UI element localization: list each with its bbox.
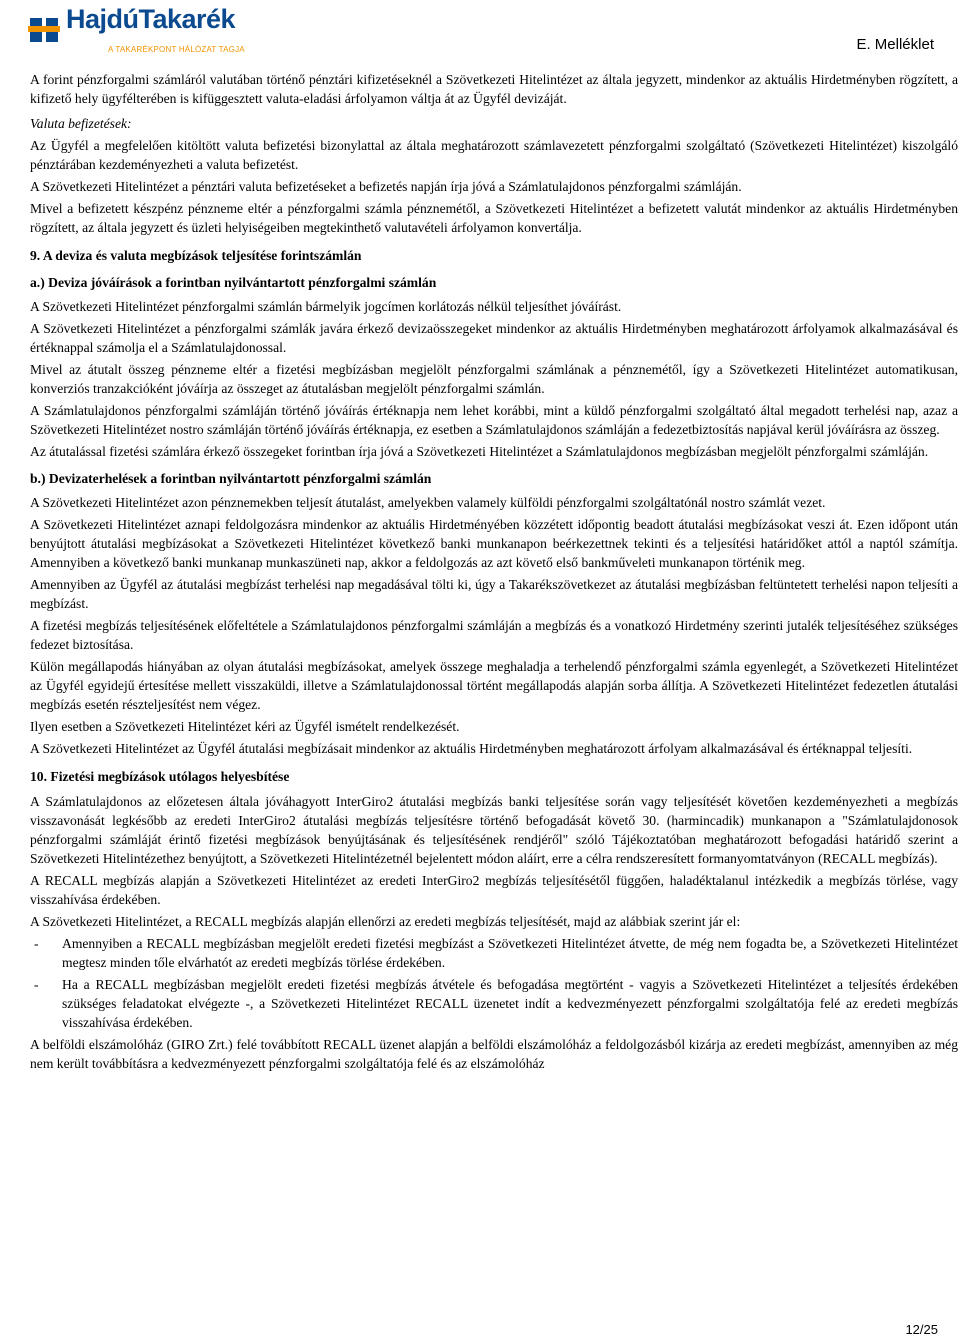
dash-list — [30, 934, 958, 1032]
paragraph: Mivel a befizetett készpénz pénzneme eltér a pénzforgalmi számla pénznemétől, a Szövetkezeti Hitelintézet a befizetett valutát mindenkor az aktuális Hirdetményben rögzített, az általa jegyzett és üzleti helyiségeiben megtekinthető valutavételi árfolyamon konvertálja. — [30, 201, 958, 235]
logo-tagline: A TAKARÉKPONT HÁLÓZAT TAGJA — [108, 45, 245, 54]
list-item: - Ha a RECALL megbízásban megjelölt eredeti fizetési megbízás átvétele és befogadása megtörtént - vagyis a Szövetkezeti Hitelintézet a teljesítés érdekében szükséges feladatokat elvégezte -, a Szövetkezeti Hitelintézet RECALL üzenetet indít a kedvezményezett pénzforgalmi szolgáltatója felé az eredeti megbízás visszahívása érdekében. — [34, 977, 958, 1030]
paragraph: A Szövetkezeti Hitelintézet az Ügyfél átutalási megbízásait mindenkor az aktuális Hirdetményben meghatározott árfolyam alkalmazásával és értéknappal teljesíti. — [30, 741, 913, 756]
paragraph: Ilyen esetben a Szövetkezeti Hitelintézet kéri az Ügyfél ismételt rendelkezését. — [30, 719, 460, 734]
logo-wordmark: HajdúTakarék — [66, 4, 236, 34]
logo-mark-icon — [26, 12, 62, 48]
paragraph: Az átutalással fizetési számlára érkező összegeket forintban írja jóvá a Szövetkezeti Hitelintézet a Számlatulajdonos megbízásban megjelölt pénzforgalmi számláján. — [30, 444, 929, 459]
paragraph: Mivel az átutalt összeg pénzneme eltér a fizetési megbízásban megjelölt pénzforgalmi számlának a pénznemétől, így a Szövetkezeti Hitelintézet automatikusan, konverziós tranzakcióként jóváírja az összeget az átutalásban megjelölt pénzforgalmi számlán. — [30, 362, 958, 396]
paragraph: A Szövetkezeti Hitelintézet pénzforgalmi számlán bármelyik jogcímen korlátozás nélkül teljesíthet jóváírást. — [30, 299, 622, 314]
section-subheading: Valuta befizetések: — [30, 116, 132, 131]
hajdutakarek-logo — [26, 4, 246, 54]
paragraph: A fizetési megbízás teljesítésének előfeltétele a Számlatulajdonos pénzforgalmi számláján a megbízás és a vonatkozó Hirdetmény szerinti jutalék teljesítéséhez szükséges fedezet biztosítása. — [30, 618, 958, 652]
paragraph: A Számlatulajdonos az előzetesen általa jóváhagyott InterGiro2 átutalási megbízás banki teljesítése során vagy teljesítését követően kezdeményezheti a megbízás visszavonását legkésőbb az eredeti InterGiro2 átutalási megbízás teljesítésre történő befogadását követő 30. (harmincadik) munkanapon a "Számlatulajdonosok pénzforgalmi számláját érintő fizetési megbízások benyújtásának és teljesítésének rendjéről" szóló Tájékoztatóban meghatározott befogadási határidő szerint a Szövetkezeti Hitelintézethez benyújtott, a Szövetkezeti Hitelintézetnél bejelentett módon aláírt, erre a célra rendszeresített formanyomtatványon (RECALL megbízás). — [30, 794, 958, 866]
section-heading-10: 10. Fizetési megbízások utólagos helyesbítése — [30, 769, 290, 784]
page-number: 12/25 — [905, 1322, 938, 1337]
paragraph: A Számlatulajdonos pénzforgalmi számláján történő jóváírás értéknapja nem lehet korábbi, mint a küldő pénzforgalmi szolgáltató által megadott terhelési nap, azaz a Szövetkezeti Hitelintézet nostro számláján történő jóváírás értéknapja, ez esetben a Számlatulajdonos számláján a fedezetbiztosítás napjával kerül jóváírásra az összeg. — [30, 403, 958, 437]
paragraph: A Szövetkezeti Hitelintézet aznapi feldolgozásra mindenkor az aktuális Hirdetményében közzétett időpontig beadott átutalási megbízásokat veszi át. Ezen időpont után benyújtott átutalási megbízásokat a Szövetkezeti Hitelintézet következő banki munkanapon beérkezettnek tekinti és a teljesítési határidőket attól a naptól számítja. Amennyiben a következő banki munkanap munkaszüneti nap, akkor a feldolgozás az azt követő első bankműveleti munkanapon történik meg. — [30, 517, 958, 570]
section-heading-9: 9. A deviza és valuta megbízások teljesítése forintszámlán — [30, 248, 362, 263]
subsection-heading-b: b.) Devizaterhelések a forintban nyilvántartott pénzforgalmi számlán — [30, 471, 432, 486]
paragraph: Amennyiben az Ügyfél az átutalási megbízást terhelési nap megadásával tölti ki, úgy a Takarékszövetkezet az átutalási megbízásban feltüntetett terhelési napon teljesíti a megbízást. — [30, 577, 958, 611]
paragraph: Az Ügyfél a megfelelően kitöltött valuta befizetési bizonylattal az általa meghatározott számlavezetett pénzforgalmi szolgáltató (Szövetkezeti Hitelintézet) kiszolgáló pénztárában kezdeményezheti a valuta befizetést. — [30, 138, 958, 172]
paragraph: Külön megállapodás hiányában az olyan átutalási megbízásokat, amelyek összege meghaladja a terhelendő pénzforgalmi számla egyenlegét, a Szövetkezeti Hitelintézet az Ügyfél egyidejű értesítése mellett visszaküldi, illetve a Számlatulajdonossal történt megállapodás alapján sorba állítja. A Szövetkezeti Hitelintézet fedezetlen átutalási megbízás esetén részteljesítést nem végez. — [30, 659, 958, 712]
subsection-heading-a: a.) Deviza jóváírások a forintban nyilvántartott pénzforgalmi számlán — [30, 275, 437, 290]
paragraph: A Szövetkezeti Hitelintézet a pénztári valuta befizetéseket a befizetés napján írja jóvá a Számlatulajdonos pénzforgalmi számláján. — [30, 179, 742, 194]
document-body — [30, 70, 958, 1076]
paragraph: A belföldi elszámolóház (GIRO Zrt.) felé továbbított RECALL üzenet alapján a belföldi elszámolóház a feldolgozásból kizárja az eredeti megbízást, amennyiben az még nem került továbbításra a kedvezményezett pénzforgalmi szolgáltatója felé és az elszámolóház — [30, 1037, 958, 1071]
list-item: - Amennyiben a RECALL megbízásban megjelölt eredeti fizetési megbízást a Szövetkezeti Hitelintézet átvette, de még nem fogadta be, a Szövetkezeti Hitelintézet megtesz minden tőle elvárhatót az eredeti megbízás törlése érdekében. — [34, 936, 958, 970]
paragraph: A Szövetkezeti Hitelintézet a pénzforgalmi számlák javára érkező devizaösszegeket mindenkor az aktuális Hirdetményben meghatározott árfolyamok alkalmazásával és értéknappal számolja el a Számlatulajdonossal. — [30, 321, 958, 355]
paragraph: A Szövetkezeti Hitelintézet azon pénznemekben teljesít átutalást, amelyekben valamely külföldi pénzforgalmi szolgáltatónál nostro számlát vezet. — [30, 495, 826, 510]
paragraph: A RECALL megbízás alapján a Szövetkezeti Hitelintézet az eredeti InterGiro2 megbízás teljesítésétől függően, haladéktalanul intézkedik a megbízás törlése, vagy visszahívása érdekében. — [30, 873, 958, 907]
paragraph: A Szövetkezeti Hitelintézet, a RECALL megbízás alapján ellenőrzi az eredeti megbízás teljesítését, majd az alábbiak szerint jár el: — [30, 914, 741, 929]
annex-label: E. Melléklet — [856, 36, 934, 53]
paragraph: A forint pénzforgalmi számláról valutában történő pénztári kifizetéseknél a Szövetkezeti Hitelintézet az általa jegyzett, mindenkor az aktuális Hirdetményben rögzített, a kifizető hely ügyfélterében is kifüggesztett valuta-eladási árfolyamon váltja át az Ügyfél devizáját. — [30, 72, 958, 106]
